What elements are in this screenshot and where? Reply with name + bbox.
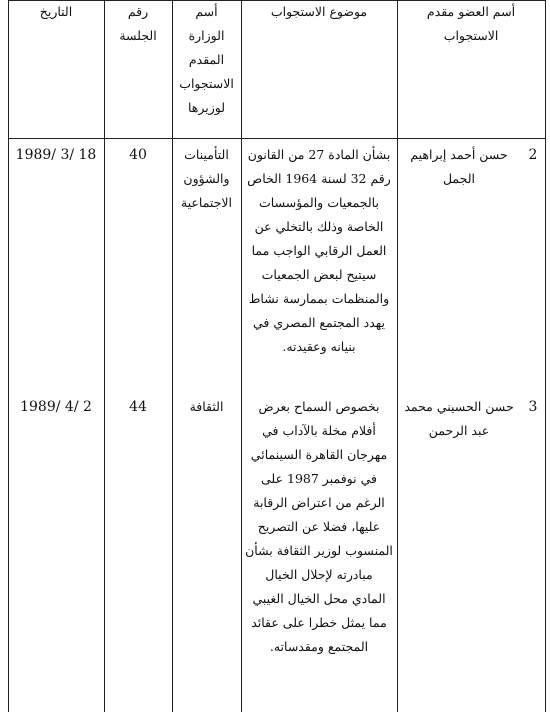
row-session: 44 [129, 399, 147, 415]
row-member: حسن أحمد إبراهيم الجمل [410, 147, 508, 186]
row-date: 1989/ 4/ 2 [20, 399, 92, 415]
row-ministry: التأمينات والشؤون الاجتماعية [180, 147, 233, 210]
header-date: التاريخ [39, 4, 73, 19]
row-ministry: الثقافة [189, 399, 224, 414]
header-topic: موضوع الاستجواب [270, 4, 368, 19]
row-session: 40 [129, 147, 147, 163]
header-divider [8, 138, 546, 139]
table-left-border [8, 0, 9, 712]
row-member: حسن الحسيني محمد عبد الرحمن [404, 399, 514, 438]
row-date: 1989/ 3/ 18 [15, 147, 97, 163]
row-index: 3 [528, 399, 538, 415]
row-topic: بخصوص السماح بعرض أفلام مخلة بالآداب في مهرجان القاهرة السينمائي في نوفمبر 1987 على الرغم من اعتراض الرقابة عليها، فضلا عن التصريح المنسوب لوزير الثقافة بشأن مبادرته لإحلال الخيال المادي محل الخيال الغيبي مما يمثل خطرا على عقائد المجتمع ومقدساته. [245, 399, 393, 654]
table-right-border [545, 0, 546, 712]
header-member: أسم العضو مقدم الاستجواب [426, 4, 516, 43]
column-divider [104, 0, 105, 712]
row-topic: بشأن المادة 27 من القانون رقم 32 لسنة 1964 الخاص بالجمعيات والمؤسسات الخاصة وذلك بالتخلي عن العمل الرقابي الواجب مما سيتيح لبعض الجمعيات والمنظمات بممارسة نشاط يهدد المجتمع المصري في بنيانه وعقيدته. [247, 147, 391, 354]
column-divider [397, 0, 398, 712]
header-ministry: أسم الوزارة المقدم الاستجواب لوزيرها [179, 4, 234, 115]
row-index: 2 [528, 147, 538, 163]
header-session: رقم الجلسة [119, 4, 157, 43]
